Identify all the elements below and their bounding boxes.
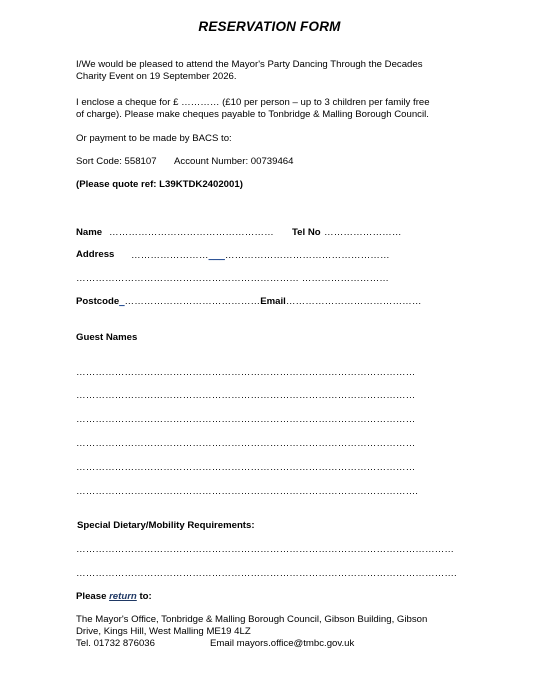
guest-name-line[interactable]: …………………………………………………………………………………………… — [76, 367, 416, 378]
postcode-email-row — [76, 296, 422, 308]
intro-line-1: I/We would be pleased to attend the Mayor's Party Dancing Through the Decades — [76, 59, 423, 70]
bacs-intro: Or payment to be made by BACS to: — [76, 133, 232, 144]
form-title: RESERVATION FORM — [198, 19, 341, 34]
return-heading — [76, 591, 152, 603]
payment-reference: (Please quote ref: L39KTDK2402001) — [76, 179, 243, 190]
address-line-2-field[interactable]: …………………………………………………………… ……………………… — [76, 273, 389, 284]
return-address-line-1: The Mayor's Office, Tonbridge & Malling Borough Council, Gibson Building, Gibson — [76, 614, 428, 625]
tel-field[interactable]: …………………… — [324, 227, 402, 238]
postcode-dash: _ — [119, 296, 125, 307]
return-address-line-2: Drive, Kings Hill, West Malling ME19 4LZ — [76, 626, 251, 637]
intro-line-2: Charity Event on 19 September 2026. — [76, 71, 237, 82]
return-tel: Tel. 01732 876036 — [76, 638, 155, 649]
guest-name-line[interactable]: …………………………………………………………………………………………… — [76, 438, 416, 449]
address-dots-b: …………………………………………… — [224, 250, 390, 261]
address-label: Address — [76, 249, 115, 260]
cheque-line-2: of charge). Please make cheques payable to Tonbridge & Malling Borough Council. — [76, 109, 429, 120]
account-number: Account Number: 00739464 — [174, 156, 294, 167]
email-field[interactable]: …………………………………… — [285, 296, 422, 307]
tel-label: Tel No — [292, 227, 321, 238]
email-label: Email — [260, 296, 286, 307]
guest-name-line[interactable]: ……………………………………………………………………………………………. — [76, 486, 419, 497]
dietary-line-1[interactable]: ……………………………………………………………………………………………………… — [76, 544, 455, 555]
address-dots-a: …………………… — [131, 250, 209, 261]
return-suffix: to: — [136, 591, 152, 602]
dietary-label: Special Dietary/Mobility Requirements: — [77, 520, 255, 531]
guest-name-line[interactable]: …………………………………………………………………………………………… — [76, 462, 416, 473]
postcode-field[interactable]: …………………………………… — [124, 296, 261, 307]
guest-name-line[interactable]: …………………………………………………………………………………………… — [76, 414, 416, 425]
guest-name-line[interactable]: …………………………………………………………………………………………… — [76, 390, 416, 401]
guest-names-label: Guest Names — [76, 332, 138, 343]
sort-code: Sort Code: 558107 — [76, 156, 157, 167]
address-field[interactable] — [131, 250, 390, 262]
name-field[interactable]: …………………………………………… — [109, 227, 274, 238]
return-email: Email mayors.office@tmbc.gov.uk — [210, 638, 355, 649]
name-label: Name — [76, 227, 103, 238]
cheque-line-1: I enclose a cheque for £ ………… (£10 per person – up to 3 children per family free — [76, 97, 430, 108]
postcode-label: Postcode — [76, 296, 120, 307]
return-prefix: Please — [76, 591, 110, 602]
dietary-line-2[interactable]: ………………………………………………………………………………………………………. — [76, 568, 457, 579]
address-dash: ___ — [208, 250, 225, 261]
return-word: return — [109, 591, 137, 602]
